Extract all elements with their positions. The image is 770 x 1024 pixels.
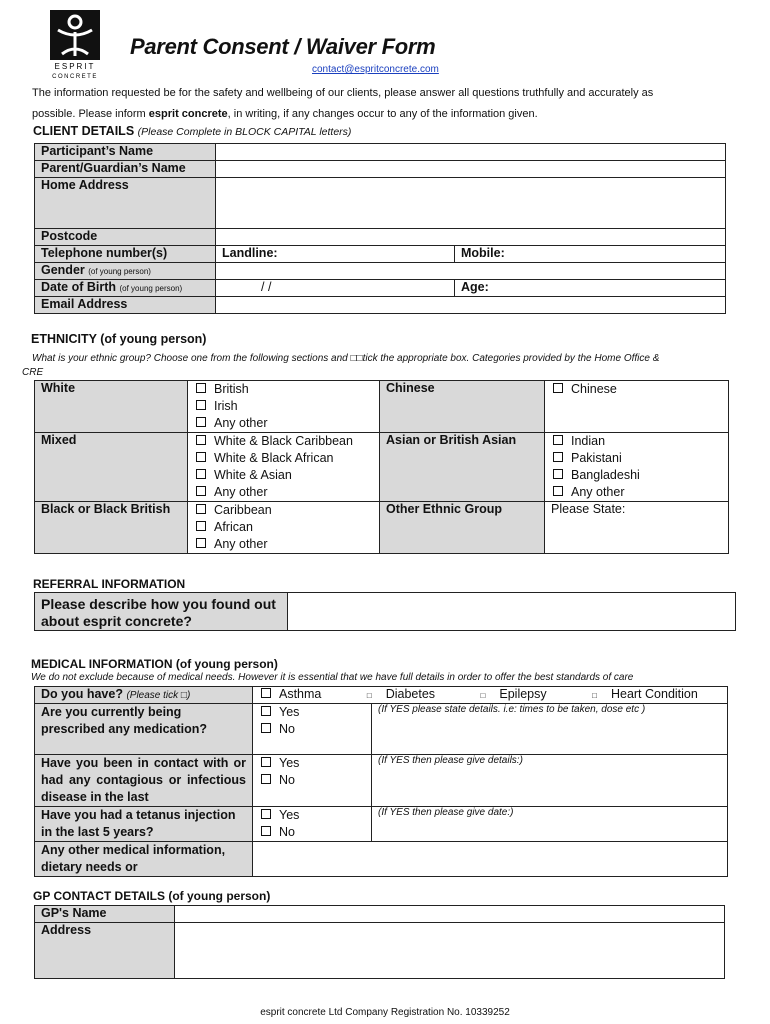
asian-options [545,433,729,502]
tetanus-date-field[interactable]: (If YES then please give date:) [372,807,728,842]
ethnicity-chinese-label: Chinese [380,381,545,433]
checkbox-icon[interactable] [261,757,271,767]
gp-name-field[interactable] [175,906,725,923]
checkbox-icon[interactable] [196,383,206,393]
option-white-asian[interactable]: White & Asian [194,467,373,484]
contact-email-link[interactable]: contact@espritconcrete.com [312,64,439,75]
gender-label: Gender (of young person) [35,263,216,280]
medication-details-field[interactable]: (If YES please state details. i.e: times to be taken, dose etc ) [372,704,728,755]
option-no[interactable]: No [259,824,365,841]
checkbox-icon[interactable]: □ [592,691,597,700]
contagious-question: Have you been in contact with or had any contagious or infectious disease in the last [35,755,253,807]
checkbox-icon[interactable] [196,469,206,479]
checkbox-icon[interactable] [261,723,271,733]
medication-question: Are you currently being prescribed any medication? [35,704,253,755]
option-white-any-other[interactable]: Any other [194,415,373,432]
option-mixed-any-other[interactable]: Any other [194,484,373,501]
tetanus-question: Have you had a tetanus injection in the last 5 years? [35,807,253,842]
option-british[interactable]: British [194,381,373,398]
svg-text:ESPRIT: ESPRIT [54,62,96,71]
condition-options [253,687,728,704]
checkbox-icon[interactable] [553,469,563,479]
age-field[interactable]: Age: [455,280,726,297]
checkbox-icon[interactable] [553,452,563,462]
option-indian[interactable]: Indian [551,433,722,450]
option-asthma[interactable]: Asthma [259,687,321,701]
gender-field[interactable] [216,263,726,280]
checkbox-icon[interactable] [261,706,271,716]
ethnicity-other-label: Other Ethnic Group [380,502,545,554]
option-chinese[interactable]: Chinese [551,381,722,398]
page-title: Parent Consent / Waiver Form [130,34,436,59]
referral-table [34,592,736,631]
do-you-have-label: Do you have? (Please tick □) [35,687,253,704]
intro-text: The information requested be for the safety and wellbeing of our clients, please answer all questions truthfully and accurately as possible. Please inform esprit concrete, in writing, if any changes occur to any of the information given. [32,87,654,120]
checkbox-icon[interactable] [261,826,271,836]
other-medical-field[interactable] [253,842,728,877]
checkbox-icon[interactable] [553,486,563,496]
medication-yes-no [253,704,372,755]
svg-text:CONCRETE: CONCRETE [52,74,98,80]
chinese-options [545,381,729,433]
option-white-black-caribbean[interactable]: White & Black Caribbean [194,433,373,450]
option-african[interactable]: African [194,519,373,536]
checkbox-icon[interactable] [196,452,206,462]
option-diabetes[interactable]: □ Diabetes [366,687,436,701]
checkbox-icon[interactable] [196,435,206,445]
ethnicity-black-label: Black or Black British [35,502,188,554]
mixed-options [188,433,380,502]
checkbox-icon[interactable] [196,417,206,427]
option-asian-any-other[interactable]: Any other [551,484,722,501]
other-ethnic-state-field[interactable]: Please State: [545,502,729,554]
dob-field[interactable]: / / [216,280,455,297]
black-options [188,502,380,554]
contagious-yes-no [253,755,372,807]
guardian-name-label: Parent/Guardian’s Name [35,161,216,178]
ethnicity-asian-label: Asian or British Asian [380,433,545,502]
checkbox-icon[interactable] [261,688,271,698]
ethnicity-question: What is your ethnic group? Choose one from the following sections and □□tick the appropriate box. Categories provided by the Home Office & [32,353,660,364]
gp-heading: GP CONTACT DETAILS (of young person) [33,889,271,903]
gp-address-field[interactable] [175,923,725,979]
white-options [188,381,380,433]
home-address-label: Home Address [35,178,216,229]
checkbox-icon[interactable] [196,538,206,548]
gp-table [34,905,725,979]
option-no[interactable]: No [259,721,365,738]
home-address-field[interactable] [216,178,726,229]
option-black-any-other[interactable]: Any other [194,536,373,553]
checkbox-icon[interactable] [196,504,206,514]
medical-table [34,686,728,877]
checkbox-icon[interactable] [261,809,271,819]
footer-text: esprit concrete Ltd Company Registration No. 10339252 [260,1007,510,1018]
checkbox-icon[interactable] [196,486,206,496]
option-yes[interactable]: Yes [259,807,365,824]
tetanus-yes-no [253,807,372,842]
guardian-name-field[interactable] [216,161,726,178]
option-heart-condition[interactable]: □ Heart Condition [592,687,698,701]
other-medical-question: Any other medical information, dietary needs or [35,842,253,877]
participant-name-label: Participant’s Name [35,144,216,161]
option-white-black-african[interactable]: White & Black African [194,450,373,467]
referral-answer-field[interactable] [288,593,736,631]
postcode-label: Postcode [35,229,216,246]
checkbox-icon[interactable] [196,521,206,531]
esprit-logo [48,10,104,80]
option-yes[interactable]: Yes [259,755,365,772]
option-no[interactable]: No [259,772,365,789]
medical-heading: MEDICAL INFORMATION (of young person) [31,657,278,671]
participant-name-field[interactable] [216,144,726,161]
checkbox-icon[interactable]: □ [480,691,486,700]
option-caribbean[interactable]: Caribbean [194,502,373,519]
checkbox-icon[interactable] [261,774,271,784]
ethnicity-white-label: White [35,381,188,433]
dob-label: Date of Birth (of young person) [35,280,216,297]
option-yes[interactable]: Yes [259,704,365,721]
email-address-label: Email Address [35,297,216,314]
checkbox-icon[interactable]: □ [366,691,372,700]
client-details-heading: CLIENT DETAILS (Please Complete in BLOCK CAPITAL letters) [33,124,352,138]
checkbox-icon[interactable] [553,383,563,393]
medical-note: We do not exclude because of medical needs. However it is essential that we have full details in order to offer the best standards of care [31,672,634,683]
gp-address-label: Address [35,923,175,979]
option-irish[interactable]: Irish [194,398,373,415]
contagious-details-field[interactable]: (If YES then please give details:) [372,755,728,807]
ethnicity-table [34,380,729,554]
postcode-field[interactable] [216,229,726,246]
referral-question: Please describe how you found out about esprit concrete? [35,593,288,631]
checkbox-icon[interactable] [553,435,563,445]
landline-field[interactable]: Landline: [216,246,455,263]
gp-name-label: GP's Name [35,906,175,923]
ethnicity-question-cont: CRE [22,367,44,378]
option-bangladeshi[interactable]: Bangladeshi [551,467,722,484]
ethnicity-mixed-label: Mixed [35,433,188,502]
option-pakistani[interactable]: Pakistani [551,450,722,467]
ethnicity-heading: ETHNICITY (of young person) [31,332,207,346]
option-epilepsy[interactable]: □ Epilepsy [480,687,547,701]
email-address-field[interactable] [216,297,726,314]
referral-heading: REFERRAL INFORMATION [33,577,186,591]
checkbox-icon[interactable] [196,400,206,410]
client-details-table [34,143,726,314]
mobile-field[interactable]: Mobile: [455,246,726,263]
telephone-label: Telephone number(s) [35,246,216,263]
